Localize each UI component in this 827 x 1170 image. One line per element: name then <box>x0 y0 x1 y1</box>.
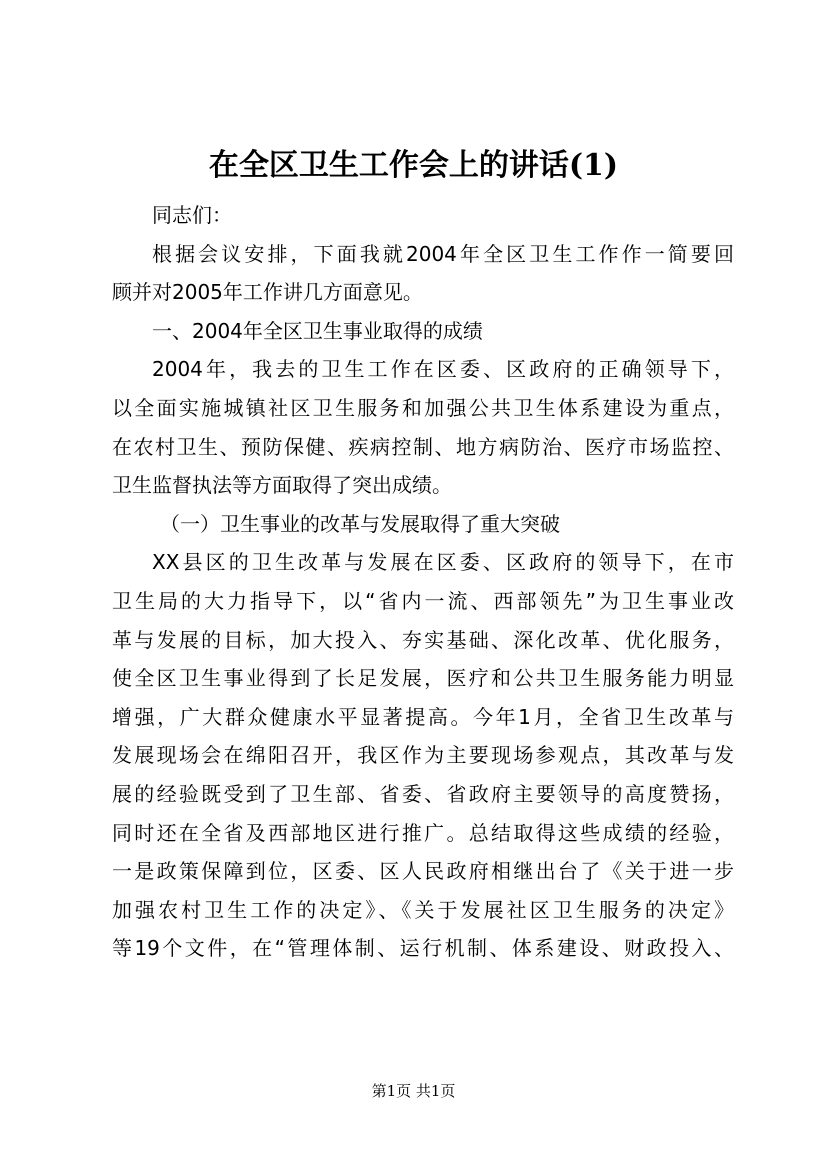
paragraph-line: 2004年，我去的卫生工作在区委、区政府的正确领导下， <box>152 357 734 382</box>
subsection-heading: （一）卫生事业的改革与发展取得了重大突破 <box>160 511 560 536</box>
salutation-line: 同志们： <box>152 203 232 227</box>
page-footer: 第1页 共1页 <box>371 1082 456 1100</box>
paragraph-line: 增强，广大群众健康水平显著提高。今年1月，全省卫生改革与 <box>112 704 734 729</box>
paragraph-line: 卫生局的大力指导下，以“省内一流、西部领先”为卫生事业改 <box>112 588 734 613</box>
paragraph-line: 展的经验既受到了卫生部、省委、省政府主要领导的高度赞扬， <box>112 781 734 806</box>
paragraph-line: 一是政策保障到位，区委、区人民政府相继出台了《关于进一步 <box>112 859 734 884</box>
paragraph-line: 以全面实施城镇社区卫生服务和加强公共卫生体系建设为重点， <box>112 395 734 420</box>
paragraph-line: 革与发展的目标，加大投入、夯实基础、深化改革、优化服务， <box>112 627 734 652</box>
paragraph-line: 等19个文件，在“管理体制、运行机制、体系建设、财政投入、 <box>112 936 734 961</box>
paragraph-line: XX县区的卫生改革与发展在区委、区政府的领导下，在市 <box>152 550 734 575</box>
paragraph-line: 发展现场会在绵阳召开，我区作为主要现场参观点，其改革与发 <box>112 743 734 768</box>
document-title: 在全区卫生工作会上的讲话(1) <box>208 148 619 183</box>
paragraph-line: 加强农村卫生工作的决定》、《关于发展社区卫生服务的决定》 <box>112 897 734 922</box>
section-heading: 一、2004年全区卫生事业取得的成绩 <box>152 318 483 343</box>
document-body <box>112 196 734 968</box>
paragraph-line: 同时还在全省及西部地区进行推广。总结取得这些成绩的经验， <box>112 820 734 845</box>
paragraph-line: 卫生监督执法等方面取得了突出成绩。 <box>112 473 452 498</box>
paragraph-line: 使全区卫生事业得到了长足发展，医疗和公共卫生服务能力明显 <box>112 666 734 691</box>
paragraph-line: 顾并对2005年工作讲几方面意见。 <box>112 280 423 305</box>
paragraph-line: 根据会议安排，下面我就2004年全区卫生工作作一简要回 <box>152 241 734 266</box>
paragraph-line: 在农村卫生、预防保健、疾病控制、地方病防治、医疗市场监控、 <box>112 434 734 459</box>
